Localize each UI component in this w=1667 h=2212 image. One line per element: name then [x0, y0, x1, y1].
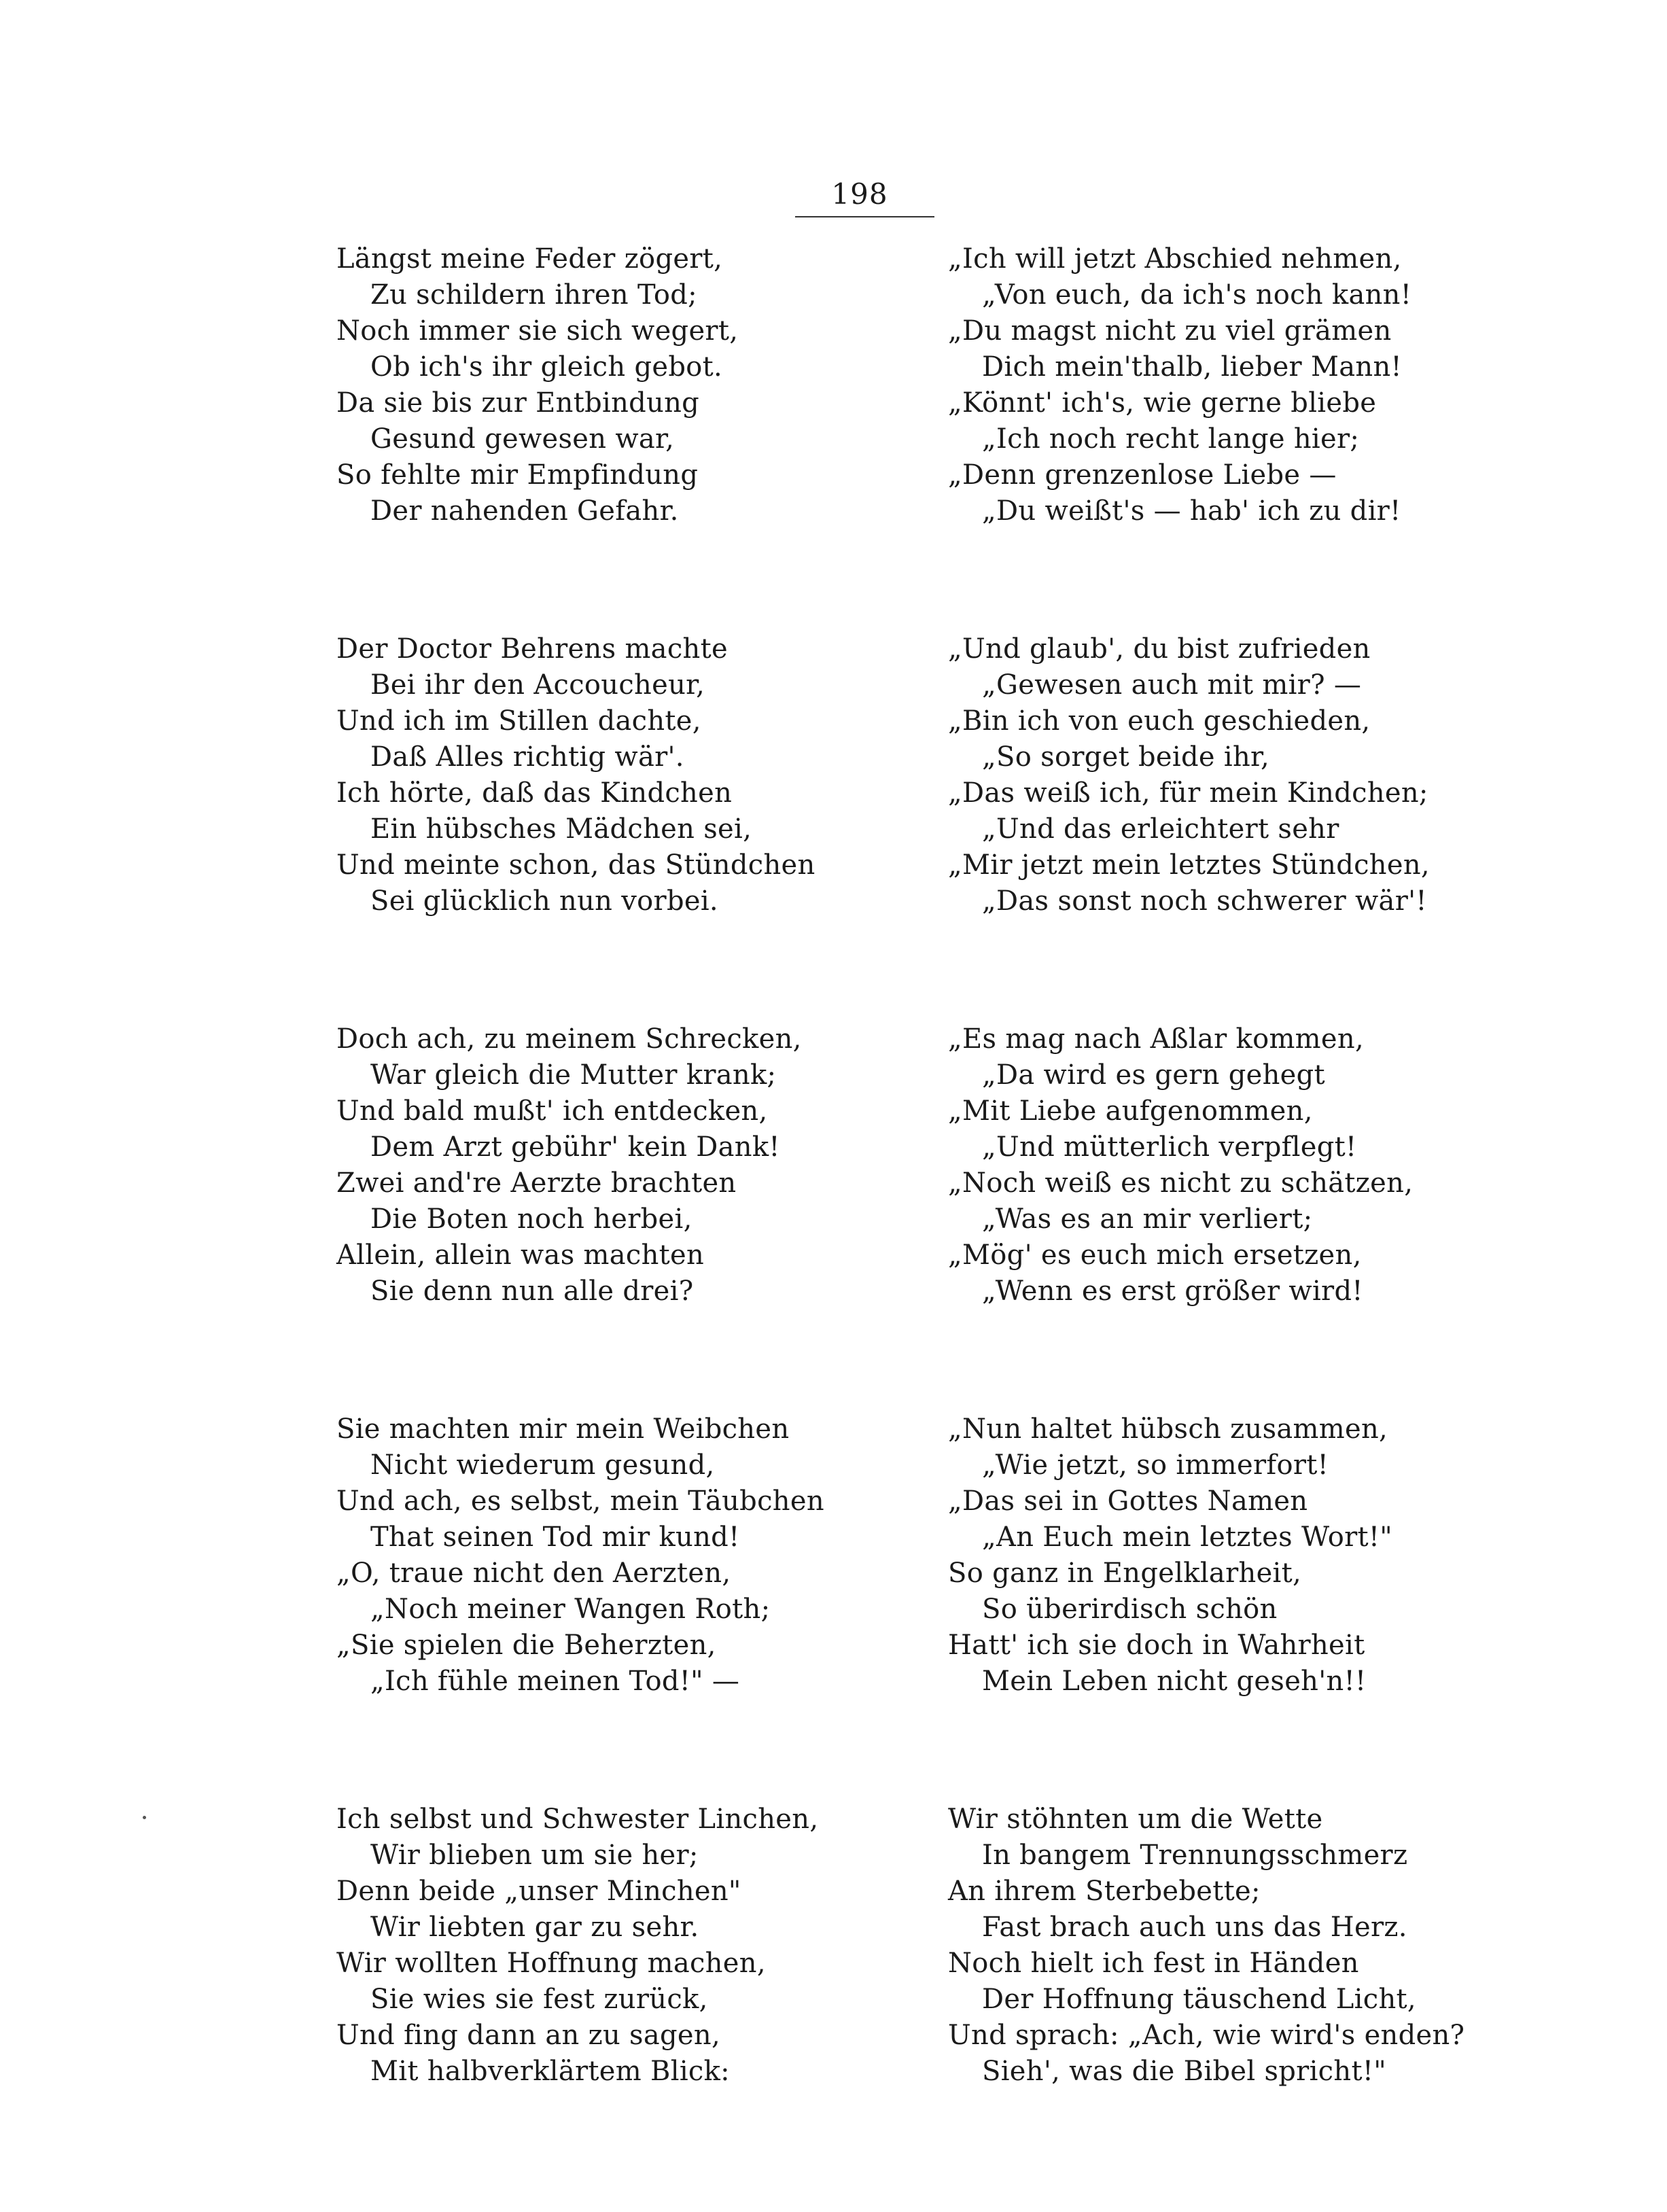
- verse-line: „Von euch, da ich's noch kann!: [982, 279, 1412, 311]
- verse-line: Längst meine Feder zögert,: [336, 243, 723, 275]
- verse-line: „Mög' es euch mich ersetzen,: [948, 1240, 1362, 1271]
- verse-line: „Das sonst noch schwerer wär'!: [982, 885, 1427, 917]
- verse-line: „Ich noch recht lange hier;: [982, 423, 1360, 455]
- verse-line: „Das sei in Gottes Namen: [948, 1486, 1308, 1517]
- verse-line: „Könnt' ich's, wie gerne bliebe: [948, 387, 1377, 419]
- verse-line: Dem Arzt gebühr' kein Dank!: [370, 1131, 780, 1163]
- verse-line: „Ich will jetzt Abschied nehmen,: [948, 243, 1402, 275]
- verse-line: Wir blieben um sie her;: [370, 1840, 699, 1871]
- verse-line: Sei glücklich nun vorbei.: [370, 885, 718, 917]
- verse-line: „Gewesen auch mit mir? —: [982, 669, 1362, 701]
- stray-dot-mark: [143, 1816, 146, 1819]
- verse-line: Noch hielt ich fest in Händen: [948, 1948, 1359, 1979]
- verse-line: War gleich die Mutter krank;: [370, 1059, 777, 1091]
- verse-line: „Und glaub', du bist zufrieden: [948, 633, 1371, 665]
- verse-line: „So sorget beide ihr,: [982, 741, 1270, 773]
- verse-line: Daß Alles richtig wär'.: [370, 741, 684, 773]
- verse-line: „Und das erleichtert sehr: [982, 813, 1339, 845]
- verse-line: Ich selbst und Schwester Linchen,: [336, 1804, 819, 1835]
- verse-line: Und ich im Stillen dachte,: [336, 705, 701, 737]
- verse-line: Sieh', was die Bibel spricht!": [982, 2056, 1386, 2087]
- verse-line: So fehlte mir Empfindung: [336, 459, 699, 491]
- verse-line: „Und mütterlich verpflegt!: [982, 1131, 1357, 1163]
- verse-line: Ich hörte, daß das Kindchen: [336, 777, 733, 809]
- stanza: [948, 1802, 1560, 2090]
- stanza: [948, 241, 1560, 529]
- verse-line: „Ich fühle meinen Tod!" —: [370, 1666, 740, 1697]
- verse-line: Denn beide „unser Minchen": [336, 1876, 741, 1907]
- stanza: [948, 1021, 1560, 1310]
- verse-line: „Es mag nach Aßlar kommen,: [948, 1023, 1364, 1055]
- verse-line: „Mit Liebe aufgenommen,: [948, 1095, 1313, 1127]
- verse-line: Dich mein'thalb, lieber Mann!: [982, 351, 1402, 383]
- verse-line: „Mir jetzt mein letztes Stündchen,: [948, 849, 1430, 881]
- verse-line: „An Euch mein letztes Wort!": [982, 1522, 1392, 1553]
- verse-line: Sie machten mir mein Weibchen: [336, 1414, 790, 1445]
- verse-line: Ein hübsches Mädchen sei,: [370, 813, 752, 845]
- verse-line: Zu schildern ihren Tod;: [370, 279, 697, 311]
- verse-line: Doch ach, zu meinem Schrecken,: [336, 1023, 802, 1055]
- stanza: [336, 1021, 948, 1310]
- verse-line: Allein, allein was machten: [336, 1240, 705, 1271]
- verse-line: Und sprach: „Ach, wie wird's enden?: [948, 2020, 1465, 2051]
- verse-line: Fast brach auch uns das Herz.: [982, 1912, 1407, 1943]
- verse-line: In bangem Trennungsschmerz: [982, 1840, 1408, 1871]
- verse-line: „Sie spielen die Beherzten,: [336, 1630, 716, 1661]
- poem-column-right: [948, 241, 1560, 2192]
- verse-line: „O, traue nicht den Aerzten,: [336, 1558, 731, 1589]
- verse-line: „Da wird es gern gehegt: [982, 1059, 1325, 1091]
- poem-column-left: [336, 241, 948, 2192]
- verse-line: Zwei and're Aerzte brachten: [336, 1168, 737, 1199]
- verse-line: That seinen Tod mir kund!: [370, 1522, 740, 1553]
- verse-line: Wir stöhnten um die Wette: [948, 1804, 1323, 1835]
- verse-line: Wir wollten Hoffnung machen,: [336, 1948, 766, 1979]
- verse-line: So ganz in Engelklarheit,: [948, 1558, 1302, 1589]
- verse-line: Mein Leben nicht geseh'n!!: [982, 1666, 1367, 1697]
- verse-line: „Denn grenzenlose Liebe —: [948, 459, 1337, 491]
- verse-line: Gesund gewesen war,: [370, 423, 675, 455]
- verse-line: Wir liebten gar zu sehr.: [370, 1912, 699, 1943]
- verse-line: Sie denn nun alle drei?: [370, 1276, 694, 1307]
- stanza: [336, 631, 948, 919]
- verse-line: Bei ihr den Accoucheur,: [370, 669, 705, 701]
- stanza: [336, 1411, 948, 1700]
- verse-line: „Noch meiner Wangen Roth;: [370, 1594, 771, 1625]
- verse-line: Hatt' ich sie doch in Wahrheit: [948, 1630, 1365, 1661]
- verse-line: Und ach, es selbst, mein Täubchen: [336, 1486, 824, 1517]
- verse-line: Und fing dann an zu sagen,: [336, 2020, 720, 2051]
- verse-line: „Wenn es erst größer wird!: [982, 1276, 1363, 1307]
- page-number: 198: [831, 177, 888, 211]
- verse-line: „Wie jetzt, so immerfort!: [982, 1450, 1329, 1481]
- stanza: [336, 241, 948, 529]
- verse-line: Sie wies sie fest zurück,: [370, 1984, 708, 2015]
- verse-line: Noch immer sie sich wegert,: [336, 315, 739, 347]
- verse-line: „Du weißt's — hab' ich zu dir!: [982, 495, 1401, 527]
- verse-line: So überirdisch schön: [982, 1594, 1278, 1625]
- verse-line: Der nahenden Gefahr.: [370, 495, 679, 527]
- verse-line: „Du magst nicht zu viel grämen: [948, 315, 1392, 347]
- verse-line: Die Boten noch herbei,: [370, 1204, 692, 1235]
- verse-line: Der Hoffnung täuschend Licht,: [982, 1984, 1416, 2015]
- verse-line: Und meinte schon, das Stündchen: [336, 849, 815, 881]
- page-number-rule: [795, 216, 934, 217]
- verse-line: „Was es an mir verliert;: [982, 1204, 1313, 1235]
- verse-line: „Bin ich von euch geschieden,: [948, 705, 1371, 737]
- verse-line: Der Doctor Behrens machte: [336, 633, 728, 665]
- verse-line: Und bald mußt' ich entdecken,: [336, 1095, 768, 1127]
- verse-line: Nicht wiederum gesund,: [370, 1450, 715, 1481]
- verse-line: Mit halbverklärtem Blick:: [370, 2056, 730, 2087]
- verse-line: Ob ich's ihr gleich gebot.: [370, 351, 722, 383]
- stanza: [948, 631, 1560, 919]
- verse-line: Da sie bis zur Entbindung: [336, 387, 700, 419]
- stanza: [336, 1802, 948, 2090]
- verse-line: An ihrem Sterbebette;: [948, 1876, 1261, 1907]
- verse-line: „Nun haltet hübsch zusammen,: [948, 1414, 1388, 1445]
- verse-line: „Das weiß ich, für mein Kindchen;: [948, 777, 1428, 809]
- verse-line: „Noch weiß es nicht zu schätzen,: [948, 1168, 1414, 1199]
- stanza: [948, 1411, 1560, 1700]
